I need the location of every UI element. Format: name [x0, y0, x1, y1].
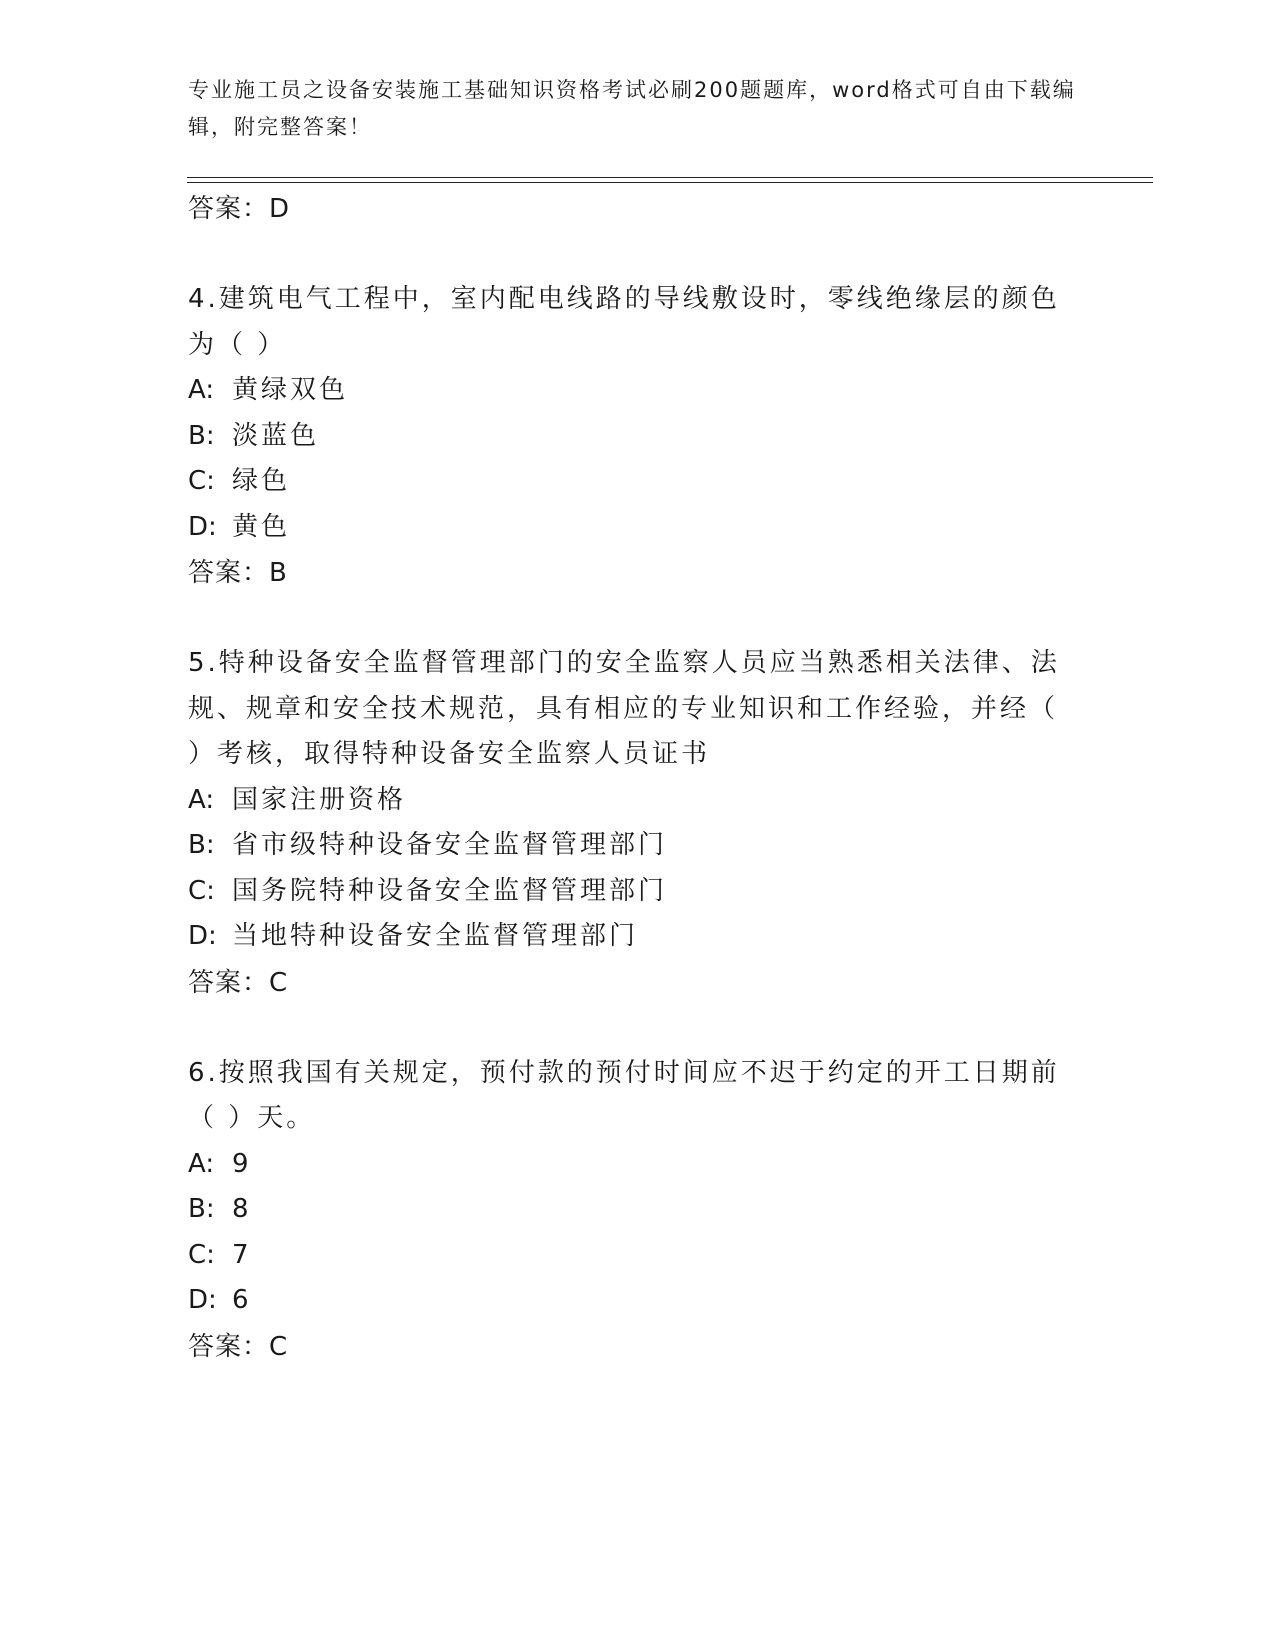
option-text: 国务院特种设备安全监督管理部门 — [232, 875, 668, 906]
option-line — [188, 505, 1068, 551]
option-text: 6 — [232, 1285, 252, 1315]
option-key: C: — [188, 875, 215, 906]
option-text: 7 — [232, 1239, 252, 1270]
option-text: 绿色 — [232, 466, 291, 496]
option-line — [188, 459, 1068, 505]
option-line — [188, 1187, 1068, 1233]
question-stem: 5.特种设备安全监督管理部门的安全监察人员应当熟悉相关法律、法规、规章和安全技术规范，具有相应的专业知识和工作经验，并经（ ）考核，取得特种设备安全监察人员证书 — [188, 648, 1060, 769]
option-key: A: — [188, 784, 215, 815]
option-line — [188, 869, 1068, 915]
option-key: A: — [188, 1148, 215, 1179]
option-key: D: — [188, 511, 217, 542]
question-block — [188, 277, 1068, 596]
answer-line: 答案：B — [188, 558, 288, 588]
option-text: 黄色 — [232, 511, 291, 542]
option-key: B: — [188, 1194, 215, 1224]
option-text: 8 — [232, 1194, 252, 1224]
question-block — [188, 641, 1068, 1006]
option-line — [188, 823, 1068, 869]
option-text: 当地特种设备安全监督管理部门 — [232, 921, 639, 951]
option-key: D: — [188, 1285, 217, 1315]
option-text: 国家注册资格 — [232, 784, 407, 815]
option-key: A: — [188, 375, 215, 405]
answer-line: 答案：C — [188, 1331, 289, 1362]
answer-line: 答案：D — [188, 194, 291, 224]
document-body — [188, 186, 1068, 1370]
option-text: 黄绿双色 — [232, 375, 349, 405]
option-key: B: — [188, 420, 215, 451]
option-line — [188, 778, 1068, 824]
question-stem: 6.按照我国有关规定，预付款的预付时间应不迟于约定的开工日期前（ ）天。 — [188, 1057, 1060, 1133]
option-text: 淡蓝色 — [232, 420, 320, 451]
spacer — [188, 232, 1068, 277]
header-rule-bottom — [187, 182, 1153, 183]
answer-line: 答案：C — [188, 967, 289, 998]
option-text: 省市级特种设备安全监督管理部门 — [232, 830, 668, 860]
document-header: 专业施工员之设备安装施工基础知识资格考试必刷200题题库，word格式可自由下载编辑，附完整答案！ — [188, 78, 1076, 139]
option-line — [188, 414, 1068, 460]
option-key: B: — [188, 830, 215, 860]
option-key: D: — [188, 921, 217, 951]
spacer — [188, 1006, 1068, 1051]
option-line — [188, 1278, 1068, 1324]
option-line — [188, 1233, 1068, 1279]
option-line — [188, 1142, 1068, 1188]
option-line — [188, 368, 1068, 414]
option-text: 9 — [232, 1148, 252, 1179]
option-key: C: — [188, 466, 215, 496]
question-stem: 4.建筑电气工程中，室内配电线路的导线敷设时，零线绝缘层的颜色为（ ） — [188, 284, 1060, 360]
option-key: C: — [188, 1239, 215, 1270]
option-line — [188, 914, 1068, 960]
question-block — [188, 1051, 1068, 1370]
header-rule-top — [187, 177, 1153, 178]
spacer — [188, 596, 1068, 641]
